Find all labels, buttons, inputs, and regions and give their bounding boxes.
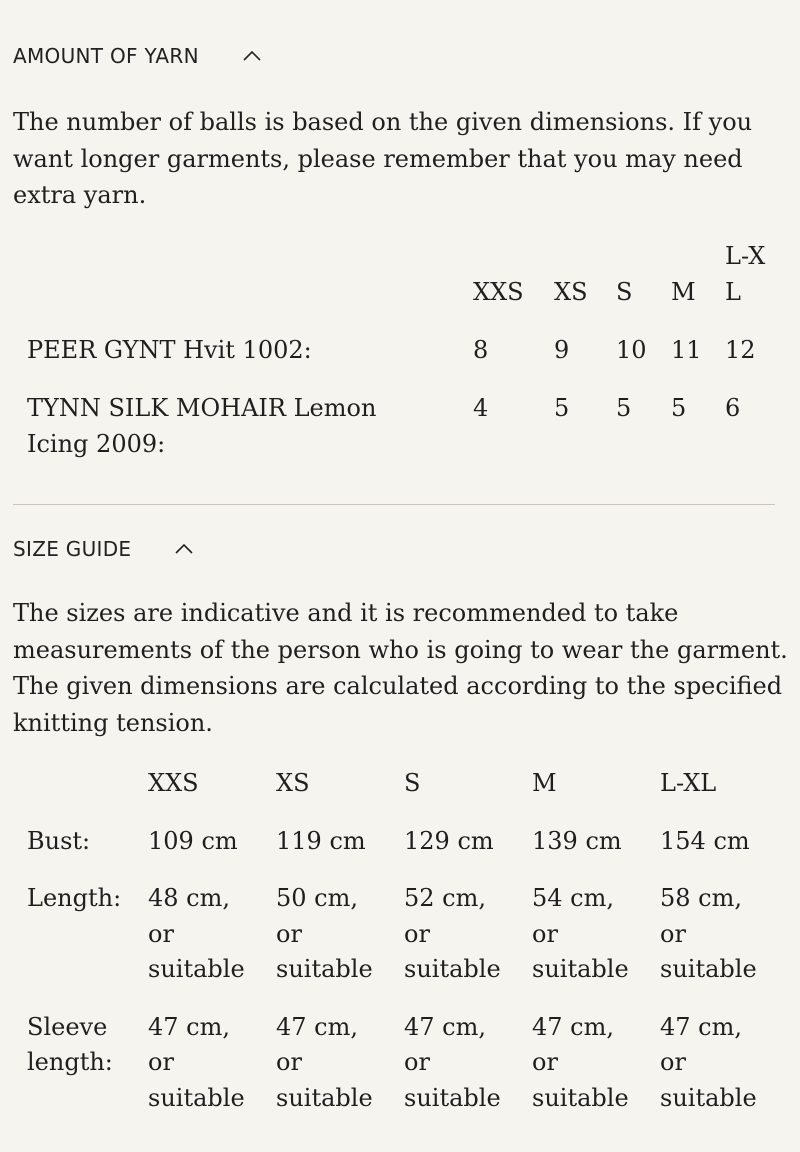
measurement-value: 54 cm, or suitable bbox=[532, 884, 629, 983]
yarn-description: The number of balls is based on the given dimensions. If you want longer garments, please remember that you may need extra yarn. bbox=[13, 108, 753, 209]
measurement-label: Length: bbox=[27, 884, 122, 912]
amount-of-yarn-title: AMOUNT OF YARN bbox=[13, 44, 199, 68]
measurement-value: 129 cm bbox=[404, 826, 494, 855]
yarn-size-header: XS bbox=[554, 278, 588, 306]
size-table bbox=[27, 766, 770, 1116]
measurement-value: 109 cm bbox=[148, 826, 238, 855]
measurement-value: 52 cm, or suitable bbox=[404, 884, 501, 983]
yarn-count: 12 bbox=[725, 336, 756, 364]
yarn-count: 10 bbox=[616, 336, 647, 364]
size-header: XS bbox=[276, 769, 310, 797]
measurement-value: 47 cm, or suitable bbox=[660, 1012, 757, 1112]
size-row bbox=[27, 859, 770, 988]
measurement-value: 154 cm bbox=[660, 826, 750, 855]
yarn-name: PEER GYNT Hvit 1002: bbox=[27, 336, 312, 364]
size-guide-toggle[interactable] bbox=[13, 537, 193, 561]
measurement-value: 47 cm, or suitable bbox=[276, 1012, 373, 1112]
size-header: S bbox=[404, 769, 421, 797]
yarn-row bbox=[27, 368, 775, 462]
measurement-value: 48 cm, or suitable bbox=[148, 884, 245, 983]
size-header: L-XL bbox=[660, 769, 717, 797]
amount-of-yarn-toggle[interactable] bbox=[13, 44, 261, 68]
yarn-count: 4 bbox=[473, 394, 489, 422]
measurement-value: 47 cm, or suitable bbox=[148, 1012, 245, 1112]
yarn-row bbox=[27, 310, 775, 368]
chevron-up-icon bbox=[243, 50, 261, 62]
measurement-value: 50 cm, or suitable bbox=[276, 884, 373, 983]
size-header: XXS bbox=[148, 769, 199, 797]
measurement-value: 58 cm, or suitable bbox=[660, 884, 757, 983]
measurement-value: 47 cm, or suitable bbox=[404, 1012, 501, 1112]
yarn-size-header: L-XL bbox=[725, 242, 766, 306]
size-guide-title: SIZE GUIDE bbox=[13, 537, 132, 561]
yarn-count: 5 bbox=[616, 394, 632, 422]
yarn-count: 9 bbox=[554, 336, 570, 364]
yarn-count: 6 bbox=[725, 394, 741, 422]
chevron-up-icon bbox=[175, 543, 193, 555]
measurement-value: 47 cm, or suitable bbox=[532, 1012, 629, 1112]
size-row bbox=[27, 988, 770, 1117]
yarn-size-header: S bbox=[616, 278, 633, 306]
yarn-table bbox=[27, 238, 775, 462]
yarn-count: 8 bbox=[473, 336, 489, 364]
measurement-value: 119 cm bbox=[276, 826, 366, 855]
measurement-label: Bust: bbox=[27, 826, 91, 855]
yarn-count: 5 bbox=[671, 394, 687, 422]
yarn-count: 11 bbox=[671, 336, 702, 364]
size-header: M bbox=[532, 769, 557, 797]
size-guide-description: The sizes are indicative and it is recommended to take measurements of the person who is going to wear the garment. The given dimensions are calculated according to the specified knitting tension. bbox=[13, 599, 788, 737]
yarn-count: 5 bbox=[554, 394, 570, 422]
measurement-label: Sleeve length: bbox=[27, 1012, 113, 1076]
size-row bbox=[27, 802, 770, 860]
size-header-blank bbox=[27, 766, 148, 802]
yarn-name: TYNN SILK MOHAIR Lemon Icing 2009: bbox=[27, 394, 377, 458]
measurement-value: 139 cm bbox=[532, 826, 622, 855]
yarn-size-header: M bbox=[671, 278, 696, 306]
yarn-size-header: XXS bbox=[473, 278, 524, 306]
yarn-header-blank bbox=[27, 238, 473, 310]
section-divider bbox=[13, 504, 775, 505]
